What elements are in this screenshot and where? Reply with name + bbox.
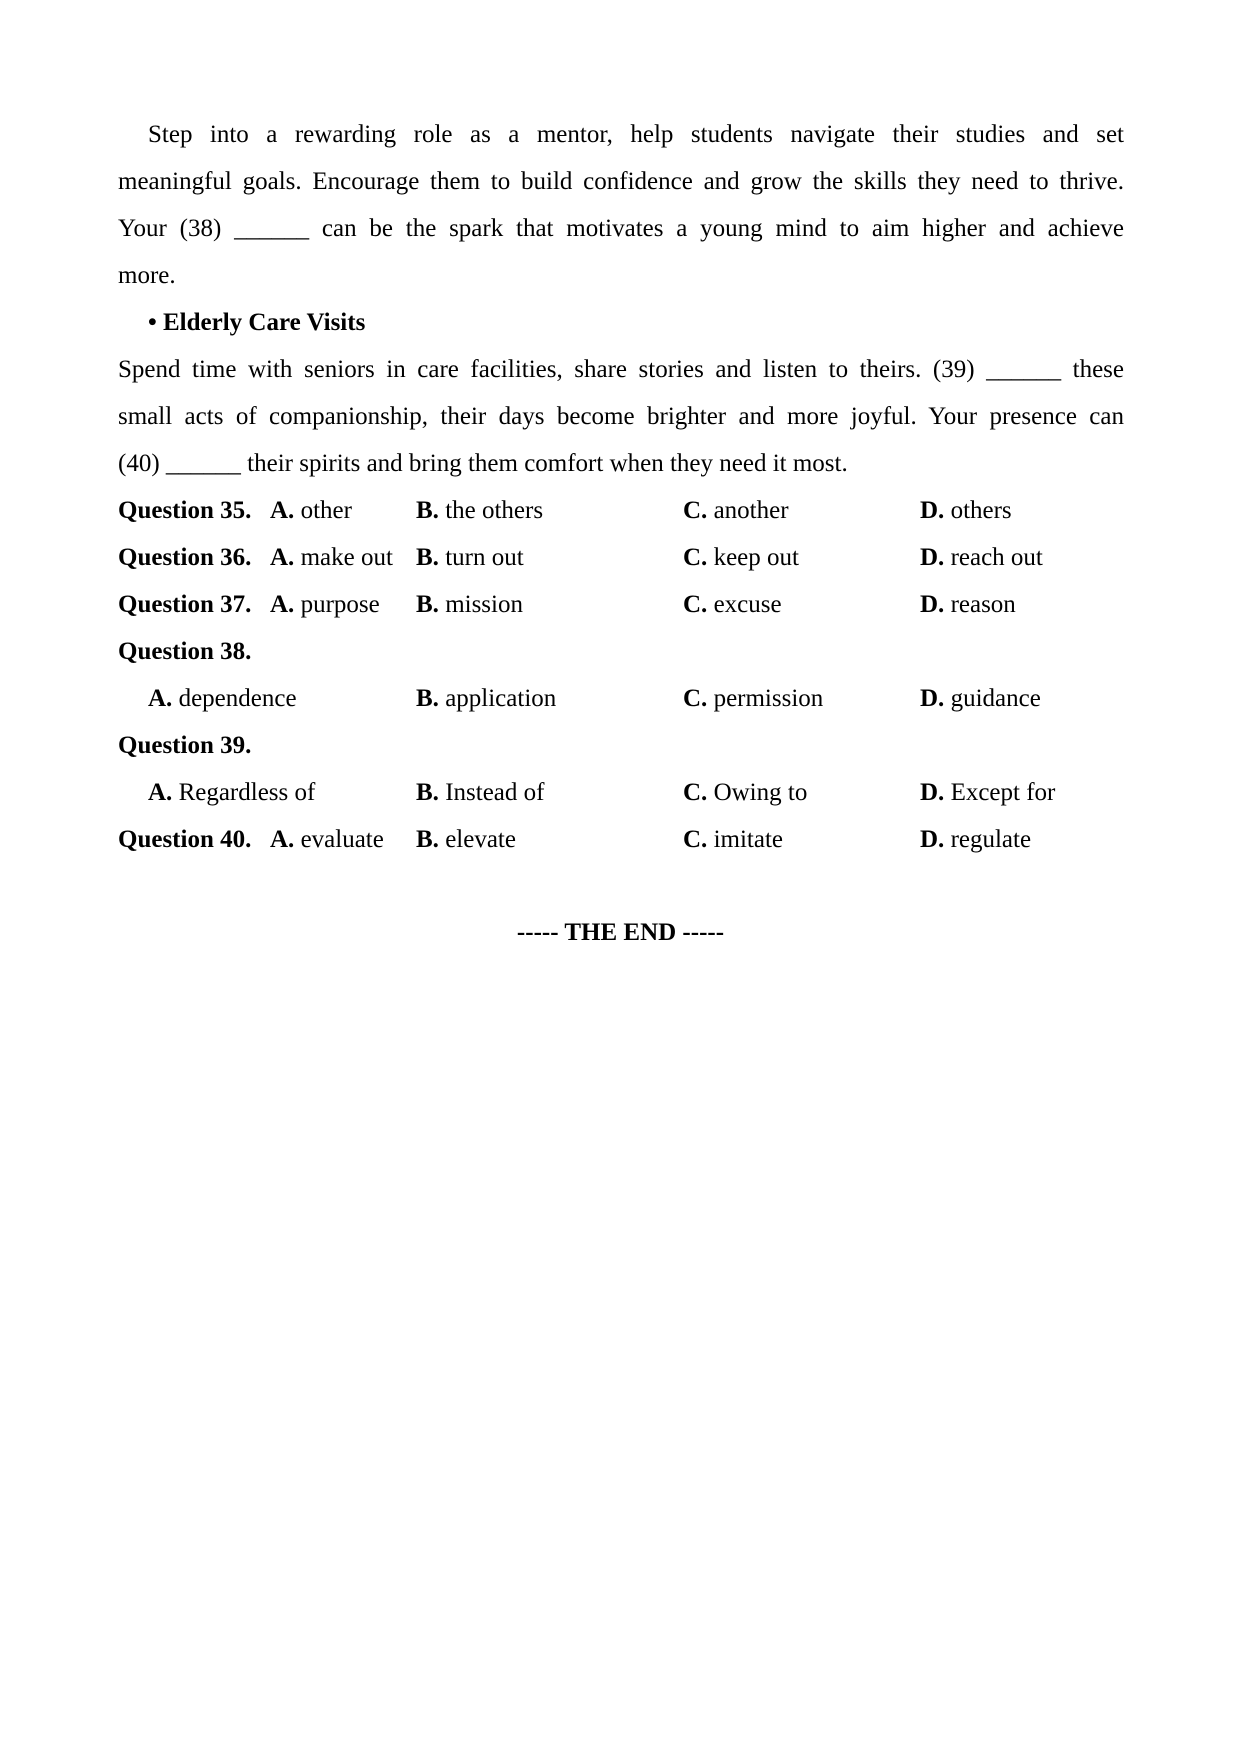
option-letter: B. <box>416 544 439 571</box>
question-options-row <box>118 769 1124 816</box>
option-letter: C. <box>683 826 708 853</box>
option-letter: C. <box>683 544 708 571</box>
option-b <box>416 769 544 816</box>
option-letter: D. <box>920 685 945 712</box>
question-label: Question 40. <box>118 826 252 853</box>
option-letter: A. <box>148 779 173 806</box>
option-text: reach out <box>950 544 1043 571</box>
option-letter: C. <box>683 591 708 618</box>
option-text: purpose <box>300 591 380 618</box>
option-letter: D. <box>920 779 945 806</box>
option-text: Regardless of <box>178 779 316 806</box>
option-letter: B. <box>416 497 439 524</box>
option-letter: A. <box>270 497 295 524</box>
option-text: the others <box>445 497 544 524</box>
question-label: Question 36. <box>118 544 252 571</box>
option-a <box>148 769 315 816</box>
option-b <box>416 534 524 581</box>
option-c <box>683 581 782 628</box>
option-text: mission <box>445 591 523 618</box>
option-a <box>270 487 352 534</box>
option-a <box>270 534 393 581</box>
passage-line: Spend time with seniors in care facilities, share stories and listen to theirs. (39) ______ these <box>118 356 1124 383</box>
option-text: Except for <box>950 779 1056 806</box>
option-d <box>920 675 1041 722</box>
option-text: dependence <box>178 685 297 712</box>
option-c <box>683 816 783 863</box>
option-letter: D. <box>920 497 945 524</box>
option-text: regulate <box>950 826 1032 853</box>
option-text: others <box>950 497 1012 524</box>
option-d <box>920 581 1016 628</box>
question-row <box>118 534 1124 581</box>
option-d <box>920 534 1043 581</box>
passage-line: Your (38) ______ can be the spark that motivates a young mind to aim higher and achieve <box>118 215 1124 242</box>
option-letter: D. <box>920 826 945 853</box>
option-text: Instead of <box>445 779 545 806</box>
question-label: Question 35. <box>118 497 252 524</box>
option-text: another <box>713 497 789 524</box>
option-c <box>683 769 807 816</box>
option-letter: D. <box>920 591 945 618</box>
option-text: keep out <box>713 544 799 571</box>
option-letter: A. <box>270 826 295 853</box>
option-a <box>148 675 297 722</box>
question-label: Question 37. <box>118 591 252 618</box>
option-letter: D. <box>920 544 945 571</box>
passage-line: more. <box>118 262 176 289</box>
option-c <box>683 487 789 534</box>
option-b <box>416 675 556 722</box>
option-c <box>683 534 799 581</box>
passage-line: Step into a rewarding role as a mentor, help students navigate their studies and set <box>148 121 1124 148</box>
option-b <box>416 487 543 534</box>
option-text: elevate <box>445 826 516 853</box>
option-d <box>920 769 1055 816</box>
option-a <box>270 581 380 628</box>
option-text: guidance <box>950 685 1041 712</box>
question-row <box>118 487 1124 534</box>
option-text: other <box>300 497 352 524</box>
option-text: reason <box>950 591 1016 618</box>
option-letter: C. <box>683 779 708 806</box>
option-letter: B. <box>416 779 439 806</box>
option-a <box>270 816 384 863</box>
passage-line: meaningful goals. Encourage them to build confidence and grow the skills they need to thrive. <box>118 168 1124 195</box>
section-heading: • Elderly Care Visits <box>148 309 366 336</box>
option-letter: B. <box>416 685 439 712</box>
passage-line: small acts of companionship, their days become brighter and more joyful. Your presence can <box>118 403 1124 430</box>
end-marker: ----- THE END ----- <box>516 919 725 946</box>
option-text: Owing to <box>713 779 808 806</box>
option-letter: B. <box>416 591 439 618</box>
option-text: make out <box>300 544 393 571</box>
option-text: permission <box>713 685 824 712</box>
option-letter: B. <box>416 826 439 853</box>
option-letter: C. <box>683 685 708 712</box>
option-d <box>920 816 1031 863</box>
option-text: turn out <box>445 544 524 571</box>
option-text: imitate <box>713 826 783 853</box>
question-label: Question 38. <box>118 638 252 665</box>
option-letter: A. <box>270 591 295 618</box>
question-row <box>118 581 1124 628</box>
question-options-row <box>118 675 1124 722</box>
question-row <box>118 816 1124 863</box>
option-d <box>920 487 1012 534</box>
option-text: evaluate <box>300 826 384 853</box>
option-b <box>416 581 523 628</box>
option-c <box>683 675 823 722</box>
question-label: Question 39. <box>118 732 252 759</box>
option-b <box>416 816 516 863</box>
passage-line: (40) ______ their spirits and bring them comfort when they need it most. <box>118 450 848 477</box>
option-letter: A. <box>270 544 295 571</box>
option-letter: C. <box>683 497 708 524</box>
option-letter: A. <box>148 685 173 712</box>
option-text: excuse <box>713 591 782 618</box>
option-text: application <box>445 685 557 712</box>
